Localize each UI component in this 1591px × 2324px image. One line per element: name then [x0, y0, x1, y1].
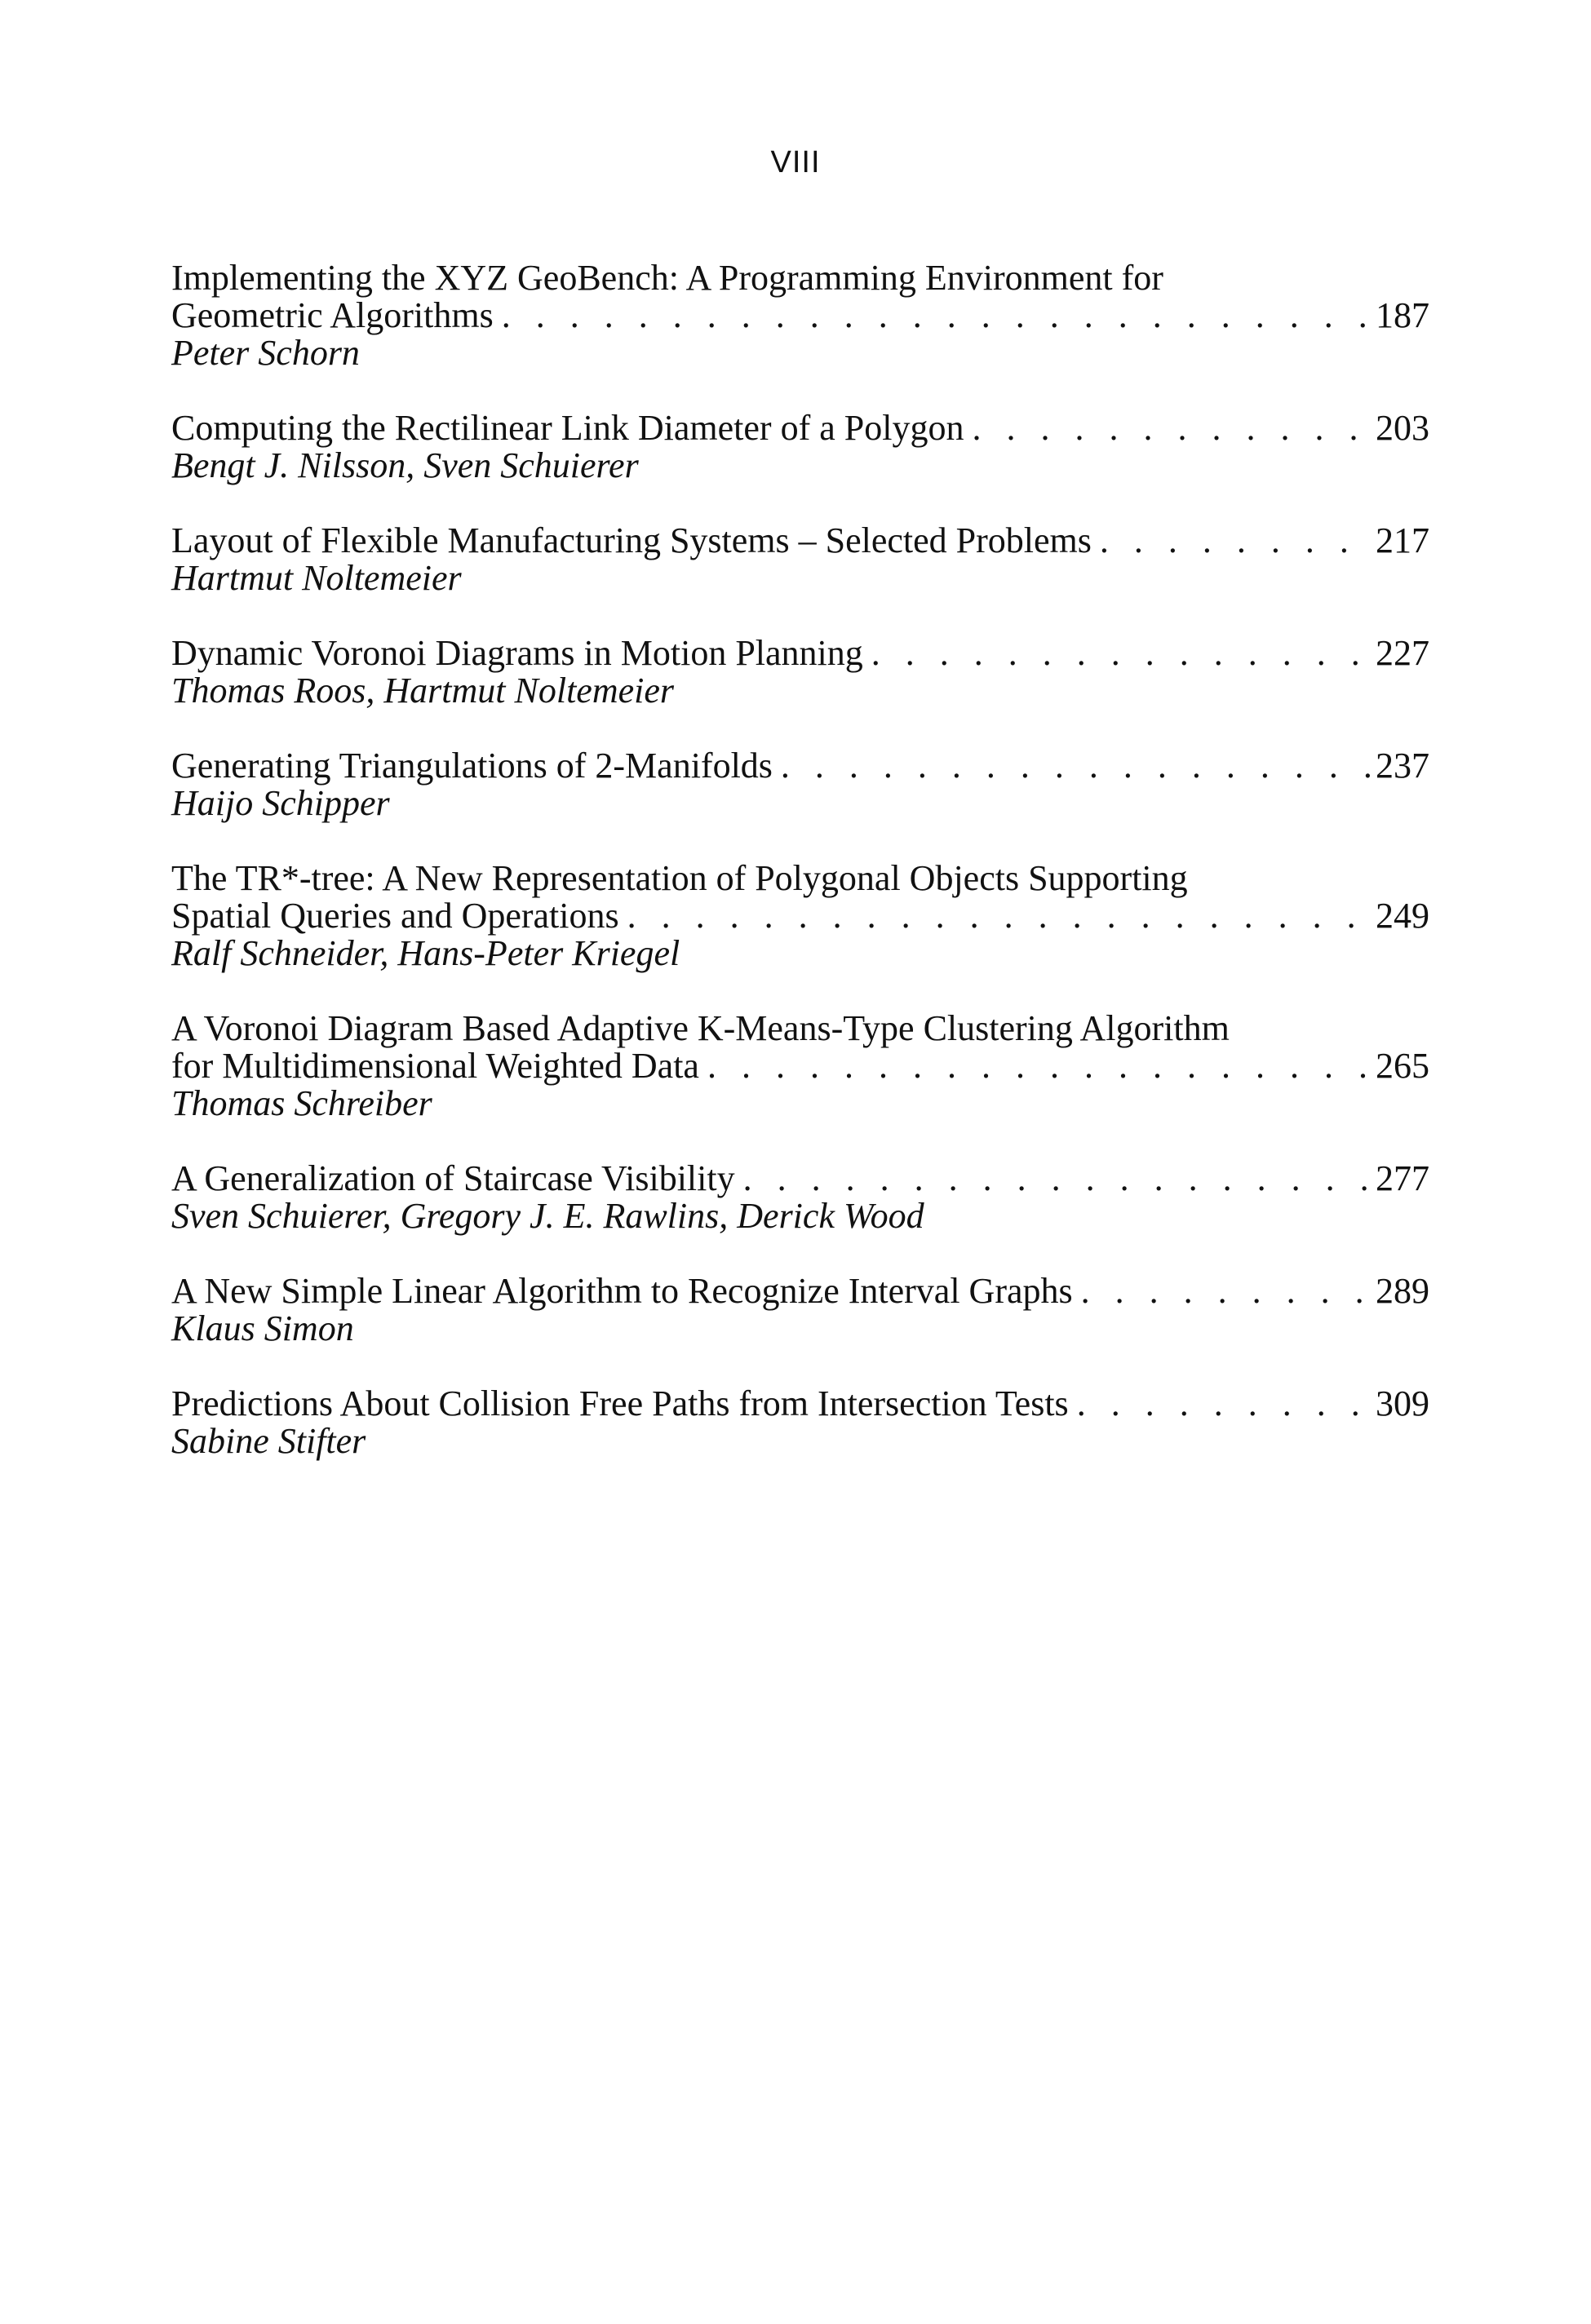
entry-authors: Klaus Simon	[171, 1308, 354, 1348]
toc-entry	[171, 259, 1429, 372]
dot-leader	[735, 1160, 1372, 1197]
toc-entry	[171, 409, 1429, 485]
entry-authors: Ralf Schneider, Hans-Peter Kriegel	[171, 933, 680, 973]
page-number: VIII	[770, 145, 821, 179]
entry-title-row	[171, 635, 1429, 672]
entry-title-row	[171, 1273, 1429, 1310]
entry-title-row	[171, 522, 1429, 560]
dot-leader	[773, 747, 1372, 785]
entry-authors: Sabine Stifter	[171, 1421, 366, 1461]
entry-title: Layout of Flexible Manufacturing Systems – Selected Problems	[171, 520, 1092, 560]
dot-leader	[699, 1047, 1372, 1085]
dot-leader	[494, 297, 1372, 334]
entry-title-line: A Voronoi Diagram Based Adaptive K-Means-Type Clustering Algorithm	[171, 1008, 1230, 1048]
entry-authors: Thomas Schreiber	[171, 1083, 432, 1123]
toc-entry	[171, 747, 1429, 822]
entry-authors: Bengt J. Nilsson, Sven Schuierer	[171, 445, 639, 485]
table-of-contents	[171, 259, 1429, 1498]
entry-title-row	[171, 897, 1429, 935]
entry-title-line: Implementing the XYZ GeoBench: A Programming Environment for	[171, 258, 1163, 298]
dot-leader	[964, 409, 1372, 447]
entry-title: Computing the Rectilinear Link Diameter of a Polygon	[171, 408, 964, 448]
entry-page-number: 289	[1376, 1271, 1429, 1311]
entry-title-row	[171, 1047, 1429, 1085]
entry-title: Spatial Queries and Operations	[171, 896, 619, 936]
entry-page-number: 309	[1376, 1383, 1429, 1423]
entry-authors: Peter Schorn	[171, 333, 360, 373]
entry-title-row	[171, 297, 1429, 334]
entry-title: Generating Triangulations of 2-Manifolds	[171, 746, 773, 786]
entry-title: Dynamic Voronoi Diagrams in Motion Planning	[171, 633, 863, 673]
entry-title: Geometric Algorithms	[171, 295, 494, 335]
entry-title: for Multidimensional Weighted Data	[171, 1046, 699, 1086]
entry-authors: Hartmut Noltemeier	[171, 558, 462, 598]
entry-page-number: 277	[1376, 1158, 1429, 1198]
entry-title-row	[171, 1160, 1429, 1197]
toc-entry	[171, 635, 1429, 710]
entry-title: Predictions About Collision Free Paths from Intersection Tests	[171, 1383, 1069, 1423]
dot-leader	[863, 635, 1372, 672]
toc-entry	[171, 860, 1429, 972]
entry-page-number: 203	[1376, 408, 1429, 448]
entry-page-number: 187	[1376, 295, 1429, 335]
entry-page-number: 249	[1376, 896, 1429, 936]
toc-entry	[171, 1385, 1429, 1460]
entry-title: A New Simple Linear Algorithm to Recognize Interval Graphs	[171, 1271, 1073, 1311]
toc-entry	[171, 1010, 1429, 1122]
toc-entry	[171, 522, 1429, 597]
toc-entry	[171, 1273, 1429, 1348]
entry-title-row	[171, 747, 1429, 785]
entry-title-row	[171, 1385, 1429, 1423]
entry-page-number: 227	[1376, 633, 1429, 673]
entry-authors: Haijo Schipper	[171, 783, 390, 823]
entry-title-line: The TR*-tree: A New Representation of Polygonal Objects Supporting	[171, 858, 1188, 898]
entry-page-number: 217	[1376, 520, 1429, 560]
dot-leader	[1073, 1273, 1372, 1310]
toc-entry	[171, 1160, 1429, 1235]
entry-title: A Generalization of Staircase Visibility	[171, 1158, 735, 1198]
entry-authors: Thomas Roos, Hartmut Noltemeier	[171, 671, 674, 710]
entry-page-number: 237	[1376, 746, 1429, 786]
dot-leader	[1069, 1385, 1372, 1423]
dot-leader	[619, 897, 1372, 935]
entry-authors: Sven Schuierer, Gregory J. E. Rawlins, Derick Wood	[171, 1196, 924, 1236]
entry-title-row	[171, 409, 1429, 447]
entry-page-number: 265	[1376, 1046, 1429, 1086]
dot-leader	[1092, 522, 1372, 560]
